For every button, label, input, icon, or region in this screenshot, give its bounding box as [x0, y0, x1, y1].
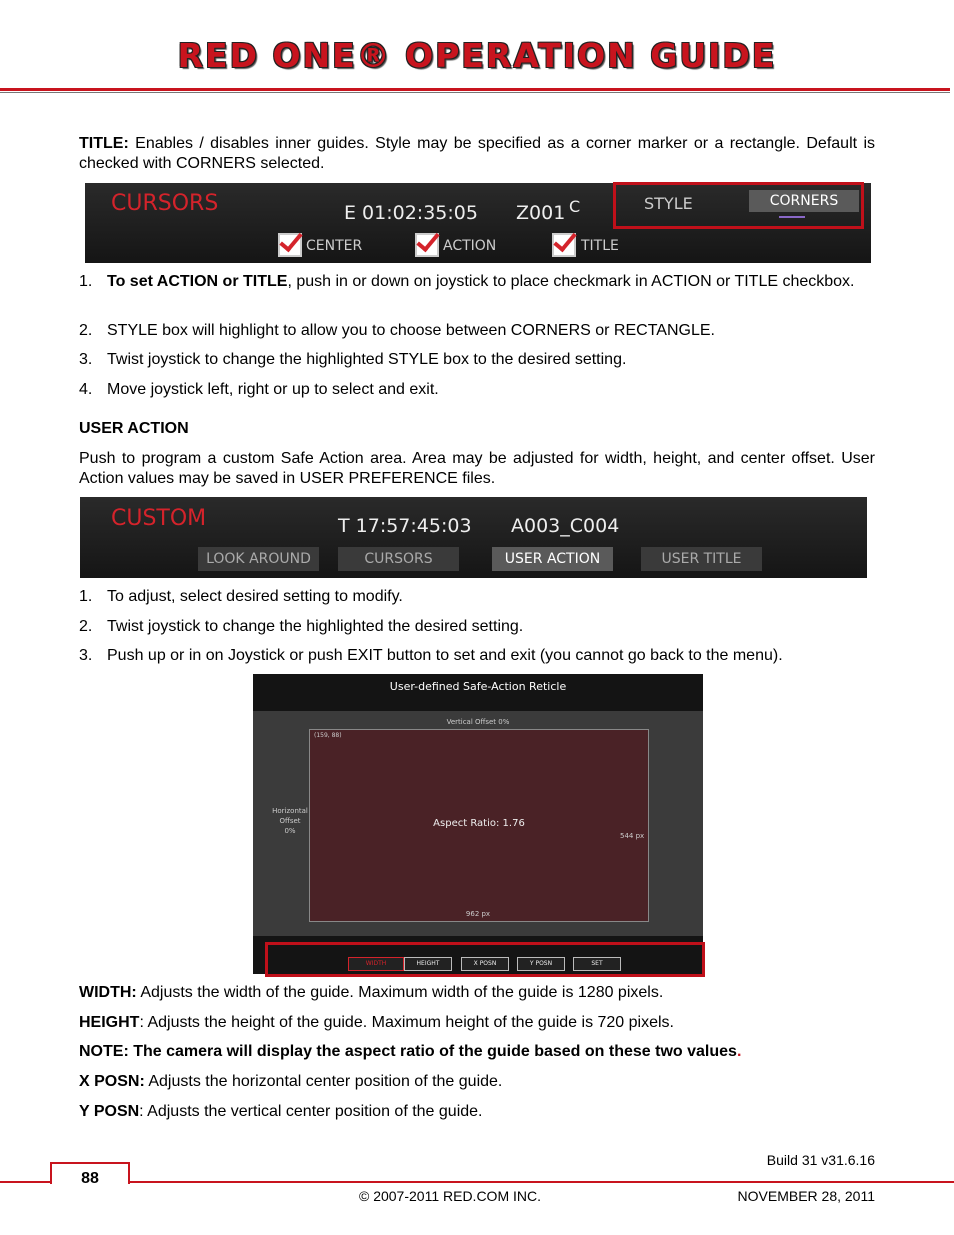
- corner-coordinate: (159, 88): [314, 732, 342, 739]
- user-action-description: Push to program a custom Safe Action area. Area may be adjusted for width, height, and center offset. User Action values may be saved in USER PREFERENCE files.: [79, 450, 875, 487]
- custom-clip: A003_C004: [511, 515, 620, 537]
- horizontal-offset-label: Horizontal Offset 0%: [272, 807, 308, 835]
- definition-width: WIDTH: Adjusts the width of the guide. Maximum width of the guide is 1280 pixels.: [79, 984, 664, 1001]
- user-action-step-2: 2. Twist joystick to change the highlighted the desired setting.: [79, 618, 524, 635]
- header-divider-shadow: [0, 92, 950, 93]
- cursors-clip-cut: C: [569, 197, 581, 216]
- user-action-heading: USER ACTION: [79, 420, 189, 437]
- reticle-height-button[interactable]: HEIGHT: [404, 957, 452, 971]
- style-highlight-box: [613, 182, 864, 229]
- custom-timecode: T 17:57:45:03: [338, 515, 472, 537]
- reticle-screenshot: [253, 674, 703, 974]
- reticle-x-posn-button[interactable]: X POSN: [461, 957, 509, 971]
- copyright: © 2007-2011 RED.COM INC.: [358, 1188, 541, 1204]
- button-bar-highlight: [265, 942, 705, 977]
- title-checkbox[interactable]: [552, 233, 576, 257]
- style-corners-button[interactable]: CORNERS: [749, 190, 859, 212]
- user-action-step-3: 3. Push up or in on Joystick or push EXIT button to set and exit (you cannot go back to the menu).: [79, 647, 783, 664]
- footer-date: NOVEMBER 28, 2011: [737, 1188, 875, 1204]
- vertical-offset-label: Vertical Offset 0%: [446, 718, 510, 726]
- center-check-label: CENTER: [306, 238, 363, 254]
- title-step-1: 1. To set ACTION or TITLE, push in or down on joystick to place checkmark in ACTION or TITLE checkbox.: [79, 273, 855, 290]
- height-px-label: 544 px: [620, 832, 645, 840]
- definition-x-posn: X POSN: Adjusts the horizontal center position of the guide.: [79, 1073, 503, 1090]
- cursors-menu-title: CURSORS: [111, 191, 219, 216]
- title-check-label: TITLE: [581, 238, 619, 254]
- cursors-button[interactable]: CURSORS: [338, 547, 459, 571]
- title-description: [79, 134, 875, 173]
- page-header-title: RED ONE® OPERATION GUIDE: [177, 36, 777, 75]
- note: NOTE: The camera will display the aspect ratio of the guide based on these two values.: [79, 1043, 742, 1060]
- reticle-set-button[interactable]: SET: [573, 957, 621, 971]
- definition-y-posn: Y POSN: Adjusts the vertical center position of the guide.: [79, 1103, 483, 1120]
- reticle-y-posn-button[interactable]: Y POSN: [517, 957, 565, 971]
- center-checkbox[interactable]: [278, 233, 302, 257]
- reticle-title: User-defined Safe-Action Reticle: [389, 680, 567, 693]
- build-version: Build 31 v31.6.16: [766, 1152, 875, 1168]
- page-number: 88: [81, 1170, 99, 1187]
- user-title-button[interactable]: USER TITLE: [641, 547, 762, 571]
- title-term: TITLE:: [79, 135, 129, 152]
- custom-menu-title: CUSTOM: [111, 506, 207, 531]
- user-action-step-1: 1. To adjust, select desired setting to modify.: [79, 588, 403, 605]
- action-check-label: ACTION: [443, 238, 497, 254]
- aspect-ratio-label: Aspect Ratio: 1.76: [433, 818, 525, 829]
- title-step-4: 4. Move joystick left, right or up to select and exit.: [79, 381, 439, 398]
- title-step-2: 2. STYLE box will highlight to allow you to choose between CORNERS or RECTANGLE.: [79, 322, 715, 339]
- style-label: STYLE: [644, 194, 693, 213]
- cursors-clip: Z001: [516, 202, 566, 224]
- user-action-button[interactable]: USER ACTION: [492, 547, 613, 571]
- header-divider: [0, 88, 950, 91]
- definition-height: HEIGHT: Adjusts the height of the guide. Maximum height of the guide is 720 pixels.: [79, 1014, 674, 1031]
- look-around-button[interactable]: LOOK AROUND: [198, 547, 319, 571]
- title-step-3: 3. Twist joystick to change the highlighted STYLE box to the desired setting.: [79, 351, 627, 368]
- action-checkbox[interactable]: [415, 233, 439, 257]
- cursors-timecode: E 01:02:35:05: [344, 202, 478, 224]
- reticle-width-button[interactable]: WIDTH: [348, 957, 404, 971]
- title-text: Enables / disables inner guides. Style may be specified as a corner marker or a rectangle. Default is checked with CORNERS selected.: [79, 135, 875, 172]
- custom-menu-screenshot: [80, 497, 867, 578]
- width-px-label: 962 px: [465, 910, 491, 918]
- footer-divider: [0, 1181, 954, 1183]
